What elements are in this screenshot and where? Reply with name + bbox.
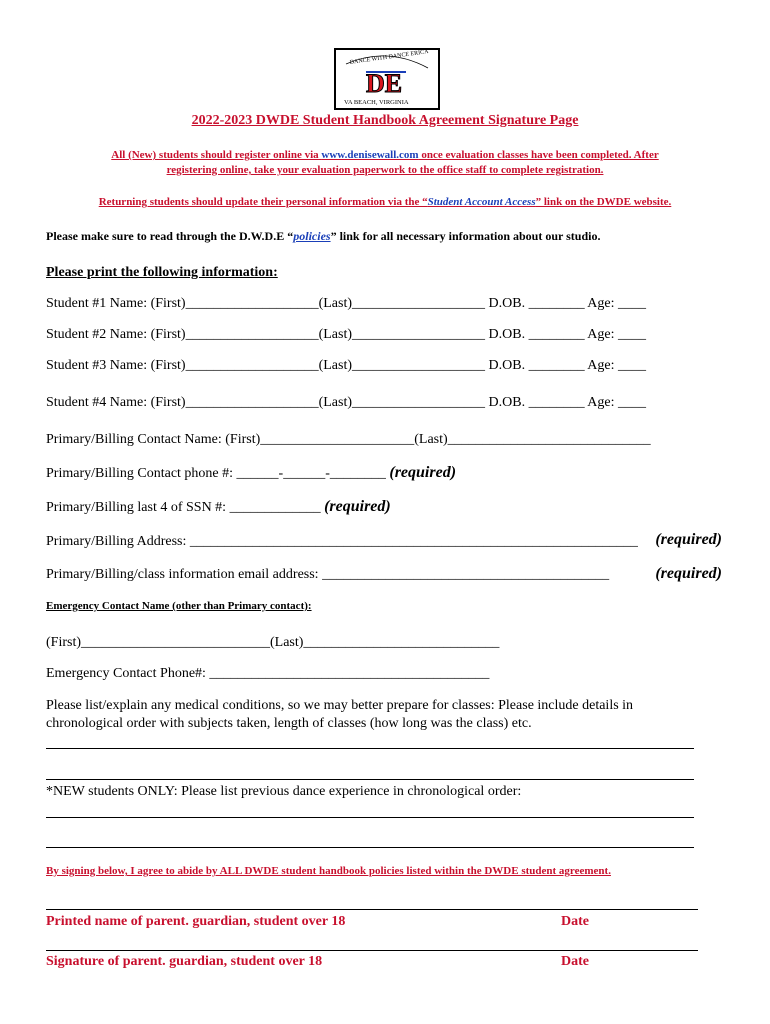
printed-name-label: Printed name of parent. guardian, student over 18 [46, 914, 346, 929]
returning-notice-post: ” link on the DWDE website. [535, 196, 672, 208]
billing-contact-name-field[interactable]: Primary/Billing Contact Name: (First)______________________(Last)_____________________________ [46, 432, 651, 447]
website-link[interactable]: www.denisewall.com [321, 149, 419, 161]
required-marker: (required) [655, 531, 722, 548]
billing-email-field[interactable]: Primary/Billing/class information email address: _________________________________________ [46, 567, 610, 582]
logo-graphic [336, 50, 438, 108]
page-title: 2022-2023 DWDE Student Handbook Agreement Signature Page [191, 113, 579, 128]
logo-top-text: DANCE WITH DANCE ERICA [349, 50, 429, 66]
printed-name-line[interactable] [46, 909, 698, 910]
policies-reminder [46, 229, 600, 244]
registration-notice-post: once evaluation classes have been completed. After [418, 149, 659, 161]
student-3-row[interactable]: Student #3 Name: (First)___________________(Last)___________________ D.OB. ________ Age: ____ [46, 358, 647, 373]
section-heading: Please print the following information: [46, 265, 278, 280]
required-marker: (required) [389, 464, 457, 481]
registration-notice-line2: registering online, take your evaluation paperwork to the office staff to complete registration. [166, 164, 604, 176]
student-2-row[interactable]: Student #2 Name: (First)___________________(Last)___________________ D.OB. ________ Age: ____ [46, 327, 647, 342]
printed-name-date-label: Date [561, 914, 589, 929]
returning-notice-pre: Returning students should update their personal information via the “ [98, 196, 428, 208]
student-account-access-link[interactable]: Student Account Access [427, 196, 536, 208]
medical-answer-line[interactable] [46, 748, 694, 749]
registration-notice-pre: All (New) students should register online via [111, 149, 322, 161]
signature-line[interactable] [46, 950, 698, 951]
experience-prompt: *NEW students ONLY: Please list previous dance experience in chronological order: [46, 784, 522, 799]
billing-ssn-row [46, 498, 391, 516]
signature-date-label: Date [561, 954, 589, 969]
logo-letters: DE [366, 69, 403, 98]
signature-label: Signature of parent. guardian, student over 18 [46, 954, 323, 969]
experience-answer-line[interactable] [46, 847, 694, 848]
medical-prompt: Please list/explain any medical conditions, so we may better prepare for classes: Please include details in chronological order with subjects taken, length of classes (how long was the class) etc. [46, 698, 634, 731]
agreement-statement: By signing below, I agree to abide by ALL DWDE student handbook policies listed within the DWDE student agreement. [46, 865, 611, 877]
policies-reminder-post: ” link for all necessary information about our studio. [330, 229, 601, 243]
student-4-row[interactable]: Student #4 Name: (First)___________________(Last)___________________ D.OB. ________ Age: ____ [46, 395, 647, 410]
billing-phone-row [46, 464, 456, 482]
required-marker: (required) [324, 498, 391, 515]
billing-address-field[interactable]: Primary/Billing Address: ________________________________________________________________ [46, 534, 638, 549]
logo-bottom-text: VA BEACH, VIRGINIA [344, 99, 409, 106]
policies-link[interactable]: policies [293, 229, 331, 243]
medical-answer-line[interactable] [46, 779, 694, 780]
emergency-heading: Emergency Contact Name (other than Primary contact): [46, 600, 312, 612]
registration-notice [40, 149, 730, 161]
required-marker: (required) [655, 565, 722, 582]
studio-logo [334, 48, 440, 110]
emergency-phone-field[interactable]: Emergency Contact Phone#: ________________________________________ [46, 666, 490, 681]
billing-ssn-field[interactable]: Primary/Billing last 4 of SSN #: _____________ [46, 500, 325, 515]
emergency-name-field[interactable]: (First)___________________________(Last)____________________________ [46, 635, 500, 650]
billing-phone-field[interactable]: Primary/Billing Contact phone #: ______-______-________ [46, 466, 390, 481]
experience-answer-line[interactable] [46, 817, 694, 818]
policies-reminder-pre: Please make sure to read through the D.W.D.E “ [46, 229, 294, 243]
returning-notice [40, 196, 730, 208]
student-1-row[interactable]: Student #1 Name: (First)___________________(Last)___________________ D.OB. ________ Age: ____ [46, 296, 647, 311]
